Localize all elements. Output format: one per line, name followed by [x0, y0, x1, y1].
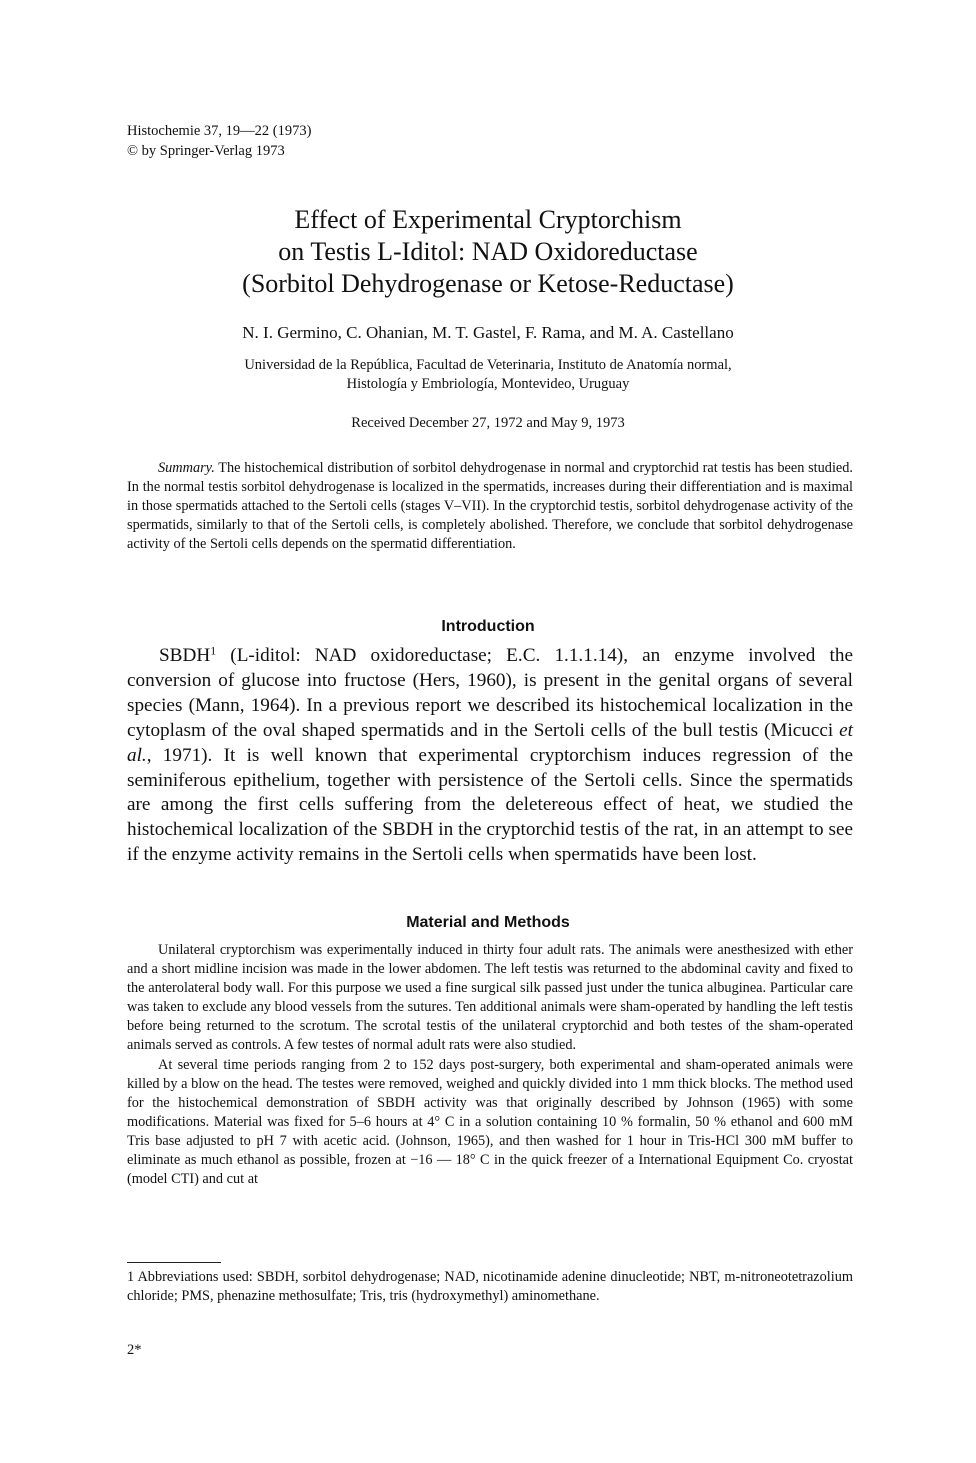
title-line-1: Effect of Experimental Cryptorchism: [294, 205, 682, 234]
summary-text: The histochemical distribution of sorbitol dehydrogenase in normal and cryptorchid rat testis has been studied. In the normal testis sorbitol dehydrogenase is localized in the spermatids, increases during their differentiation and is maximal in those spermatids attached to the Sertoli cells (stages V–VII). In the cryptorchid testis, sorbitol dehydrogenase activity of the spermatids, similarly to that of the Sertoli cells, is completely abolished. Therefore, we conclude that sorbitol dehydrogenase activity of the Sertoli cells depends on the spermatid differentiation.: [127, 460, 853, 553]
footnote-text: Abbreviations used: SBDH, sorbitol dehydrogenase; NAD, nicotinamide adenine dinucleotide; NBT, m-nitroneotetrazolium chloride; PMS, phenazine methosulfate; Tris, tris (hydroxymethyl) aminomethane.: [127, 1269, 853, 1305]
page-signature-mark: 2*: [127, 1342, 142, 1358]
methods-heading: Material and Methods: [406, 914, 570, 931]
author-list: N. I. Germino, C. Ohanian, M. T. Gastel, F. Rama, and M. A. Castellano: [242, 323, 734, 342]
intro-text-a: (L-iditol: NAD oxidoreductase; E.C. 1.1.1.14), an enzyme involved the conversion of glucose into fructose (Hers, 1960), is present in the genital organs of several species (Mann, 1964). In a previous report we described its histochemical localization in the cytoplasm of the oval shaped spermatids and in the Sertoli cells of the bull testis (Micucci: [127, 645, 853, 741]
footnote-number: 1: [127, 1269, 135, 1285]
affiliation-line-1: Universidad de la República, Facultad de Veterinaria, Instituto de Anatomía normal,: [244, 357, 732, 373]
intro-et-al: et al.: [127, 719, 853, 766]
article-title: [120, 204, 856, 300]
methods-paragraph-2: At several time periods ranging from 2 to 152 days post-surgery, both experimental and sham-operated animals were killed by a blow on the head. The testes were removed, weighed and quickly divided into 1 mm thick blocks. The method used for the histochemical demonstration of SBDH activity was that originally described by Johnson (1965) with some modifications. Material was fixed for 5–6 hours at 4° C in a solution containing 10 % formalin, 50 % ethanol and 600 mM Tris base adjusted to pH 7 with acetic acid. (Johnson, 1965), and then washed for 1 hour in Tris-HCl 300 mM buffer to eliminate as much ethanol as possible, frozen at −16 — 18° C in the quick freezer of a International Equipment Co. cryostat (model CTI) and cut at: [127, 1056, 853, 1188]
footnote-ref[interactable]: 1: [210, 643, 217, 658]
received-date: Received December 27, 1972 and May 9, 1973: [351, 415, 625, 431]
intro-sbdh: SBDH: [159, 645, 211, 666]
title-line-2: on Testis L-Iditol: NAD Oxidoreductase: [278, 237, 698, 266]
copyright-line: © by Springer-Verlag 1973: [127, 143, 285, 159]
methods-paragraph-1: Unilateral cryptorchism was experimentally induced in thirty four adult rats. The animals were anesthesized with ether and a short midline incision was made in the lower abdomen. The left testis was returned to the abdominal cavity and fixed to the anterolateral body wall. For this purpose we used a fine surgical silk passed just under the tunica albuginea. Particular care was taken to exclude any blood vessels from the sutures. Ten additional animals were sham-operated by handling the left testis before being returned to the scrotum. The scrotal testis of the unilateral cryptorchid and both testes of the sham-operated animals served as controls. A few testes of normal adult rats were also studied.: [127, 942, 853, 1054]
title-line-3: (Sorbitol Dehydrogenase or Ketose-Reductase): [242, 269, 734, 298]
journal-citation: Histochemie 37, 19—22 (1973): [127, 123, 312, 139]
footnote: [127, 1268, 853, 1306]
summary-label: Summary.: [158, 460, 215, 476]
introduction-body: [127, 644, 853, 868]
intro-text-b: , 1971). It is well known that experimental cryptorchism induces regression of the seminiferous epithelium, together with persistence of the Sertoli cells. Since the spermatids are among the first cells suffering from the deletereous effect of heat, we studied the histochemical localization of the SBDH in the cryptorchid testis of the rat, in an attempt to see if the enzyme activity remains in the Sertoli cells when spermatids have been lost.: [127, 744, 853, 866]
summary-abstract: [127, 459, 853, 554]
affiliation-line-2: Histología y Embriología, Montevideo, Uruguay: [346, 376, 630, 392]
introduction-heading: Introduction: [441, 618, 535, 635]
footnote-divider: [127, 1262, 221, 1263]
methods-body: [127, 941, 853, 1189]
journal-header: [127, 121, 311, 161]
affiliation: [120, 356, 856, 394]
